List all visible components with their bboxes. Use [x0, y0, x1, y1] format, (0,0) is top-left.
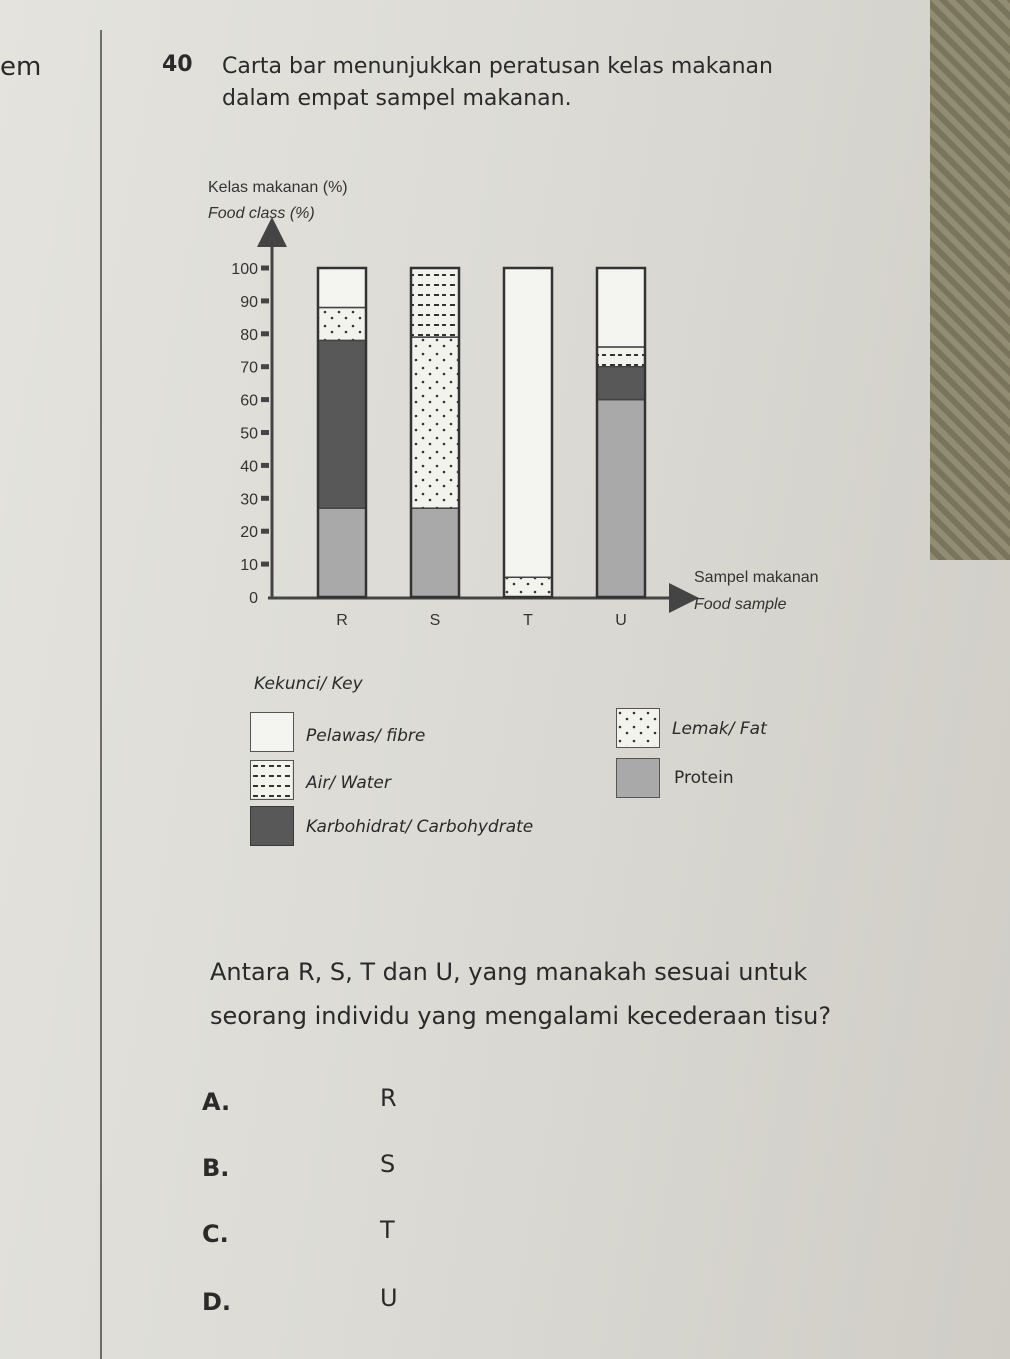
y-tick-label: 100: [231, 261, 258, 278]
question-intro-line-2: dalam empat sampel makanan.: [222, 86, 572, 111]
y-tick-label: 70: [240, 359, 258, 377]
y-tick-mark: [261, 496, 269, 501]
legend-label-fat: Lemak/ Fat: [672, 719, 767, 739]
legend-label-carbohydrate: Karbohidrat/ Carbohydrate: [306, 817, 534, 837]
legend-swatch-protein: [616, 758, 660, 798]
legend-label-protein: Protein: [674, 768, 734, 788]
legend-swatch-water: [250, 760, 294, 800]
bar-segment-s-prot: [411, 508, 459, 597]
y-axis-label-ms: Kelas makanan (%): [208, 179, 348, 196]
bar-segment-t-fat: [504, 577, 552, 597]
x-category-label: S: [429, 612, 441, 629]
key-title: Kekunci/ Key: [254, 674, 363, 694]
y-tick-label: 30: [240, 491, 258, 509]
x-category-label: R: [336, 612, 348, 629]
bar-segment-r-prot: [318, 508, 366, 597]
cut-text-fragment: em: [0, 52, 42, 82]
option-d-letter[interactable]: D.: [202, 1288, 232, 1316]
bar-segment-r-carb: [318, 340, 366, 508]
y-tick-mark: [261, 430, 269, 435]
legend-label-fibre: Pelawas/ fibre: [306, 726, 426, 746]
bar-segment-t-fibre: [504, 268, 552, 577]
legend-swatch-fibre: [250, 712, 294, 752]
option-b-letter[interactable]: B.: [202, 1154, 230, 1182]
x-axis-label-ms: Sampel makanan: [694, 569, 819, 586]
bar-segment-u-fibre: [597, 268, 645, 347]
question-intro-line-1: Carta bar menunjukkan peratusan kelas makanan: [222, 54, 773, 79]
bar-segment-r-fat: [318, 307, 366, 340]
x-category-label: T: [523, 612, 533, 629]
y-tick-mark: [261, 562, 269, 567]
option-c-letter[interactable]: C.: [202, 1220, 229, 1248]
option-a-value[interactable]: R: [380, 1084, 397, 1112]
option-b-value[interactable]: S: [380, 1150, 396, 1178]
bar-segment-r-fibre: [318, 268, 366, 307]
bar-segment-s-water: [411, 268, 459, 337]
y-tick-mark: [261, 266, 269, 271]
legend-label-water: Air/ Water: [306, 773, 391, 793]
y-tick-mark: [261, 529, 269, 534]
question-line-1: Antara R, S, T dan U, yang manakah sesuai untuk: [210, 958, 808, 986]
question-line-2: seorang individu yang mengalami kecederaan tisu?: [210, 1002, 832, 1030]
bar-segment-s-fat: [411, 337, 459, 508]
y-tick-label: 20: [240, 524, 258, 542]
y-tick-label: 90: [240, 293, 258, 311]
x-axis-label-en: Food sample: [694, 596, 787, 613]
x-category-label: U: [615, 612, 627, 629]
bar-segment-u-carb: [597, 367, 645, 400]
option-a-letter[interactable]: A.: [202, 1088, 231, 1116]
water-pattern-icon: [251, 761, 292, 798]
y-tick-mark: [261, 397, 269, 402]
y-axis-label-en: Food class (%): [208, 205, 315, 222]
stacked-bar-chart: [0, 0, 1010, 660]
y-tick-label: 40: [240, 458, 258, 476]
fat-pattern-icon: [617, 709, 658, 746]
legend-swatch-fat: [616, 708, 660, 748]
y-tick-label: 80: [240, 326, 258, 344]
y-tick-mark: [261, 298, 269, 303]
option-c-value[interactable]: T: [380, 1216, 395, 1244]
y-tick-label: 50: [240, 425, 258, 443]
bar-segment-u-prot: [597, 400, 645, 597]
y-tick-mark: [261, 463, 269, 468]
y-tick-mark: [261, 364, 269, 369]
y-tick-mark: [261, 331, 269, 336]
option-d-value[interactable]: U: [380, 1284, 398, 1312]
bar-segment-u-water: [597, 347, 645, 367]
question-number: 40: [162, 52, 193, 77]
legend-swatch-carbohydrate: [250, 806, 294, 846]
y-tick-label: 60: [240, 392, 258, 410]
y-tick-label: 0: [249, 590, 258, 607]
y-tick-label: 10: [240, 557, 258, 575]
